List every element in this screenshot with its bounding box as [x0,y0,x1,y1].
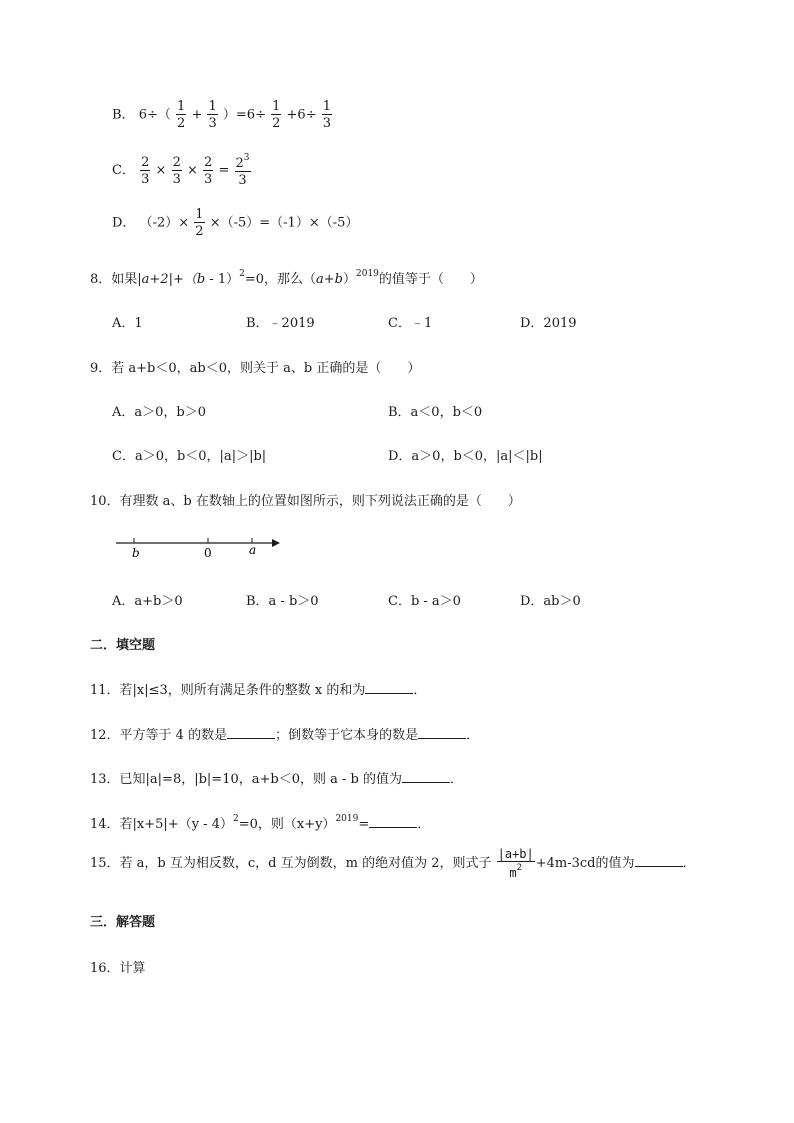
q7-option-b [112,100,333,130]
q8-option-a[interactable]: A．1 [112,316,143,331]
exponent: 2 [239,269,245,279]
answer-blank[interactable] [635,854,683,867]
q8-option-b[interactable]: B．﹣2019 [246,316,315,331]
question-14 [90,813,430,832]
expr-text: +6÷ [286,107,317,123]
fraction: $\frac{2}{3}$ [172,154,181,187]
answer-blank[interactable] [418,726,466,739]
question-text: a+b [316,272,343,287]
fraction: $\frac{2}{3}$ [141,154,150,187]
expression-fraction: $\frac{|a+b|}{m^2}$ [497,847,534,880]
arrow-head-icon [272,539,280,547]
question-text: 13．已知|a|=8，|b|=10，a+b＜0，则 a - b 的值为 [90,772,402,787]
q9-option-d[interactable]: D．a＞0，b＜0，|a|＜|b| [388,449,543,464]
expr-text: ）=6÷ [222,107,266,123]
question-text: 8．如果| [90,272,142,287]
question-13 [90,768,463,787]
answer-blank[interactable] [365,681,413,694]
equals-sign: = [218,163,230,178]
answer-blank[interactable] [369,815,417,828]
question-15 [90,848,696,879]
question-text: 12．平方等于 4 的数是 [90,728,228,743]
fraction: $\frac{1}{2}$ [177,99,186,131]
fraction: $\frac{2^3}{3}$ [235,153,250,188]
period: ． [466,728,480,743]
period: ． [682,856,696,871]
exponent: 2019 [335,814,359,824]
q7-option-d [112,208,358,238]
q9-option-b[interactable]: B．a＜0，b＜0 [388,405,483,420]
question-text: +4m-3cd的值为 [535,856,635,871]
q10-option-b[interactable]: B．a - b＞0 [246,594,319,609]
question-text: b [196,272,206,287]
question-text: =0，则（x+y） [238,817,336,832]
q9-option-a[interactable]: A．a＞0，b＞0 [112,405,207,420]
period: ． [449,772,463,787]
q8-option-d[interactable]: D．2019 [520,316,577,331]
question-text: 14．若|x+5|+（y - 4） [90,817,233,832]
expr-text: 6÷（ [138,107,171,123]
fraction: $\frac{1}{2}$ [272,99,281,131]
fraction: $\frac{1}{3}$ [208,99,217,131]
fraction: $\frac{1}{3}$ [322,99,332,131]
q9-option-c[interactable]: C．a＞0，b＜0，|a|＞|b| [112,449,267,464]
option-label: D． [112,215,136,231]
question-text: ） [342,272,356,287]
question-16: 16．计算 [90,961,146,976]
question-12 [90,724,479,743]
q10-option-d[interactable]: D．ab＞0 [520,594,581,609]
option-label: B． [112,107,135,123]
period: ． [413,683,427,698]
period: ． [417,817,431,832]
exponent: 2 [232,814,239,824]
answer-blank[interactable] [402,770,450,783]
question-text: 11．若|x|≤3，则所有满足条件的整数 x 的和为 [90,683,366,698]
section-heading-solve: 三．解答题 [90,915,156,930]
question-text: =0，那么（ [244,272,317,287]
axis-label-b: b [132,546,140,560]
question-text: 15．若 a，b 互为相反数，c，d 互为倒数，m 的绝对值为 2，则式子 [90,856,492,871]
times-sign: × [186,163,198,178]
q7-option-c [112,154,252,187]
axis-label-zero: 0 [204,546,212,560]
fraction: $\frac{2}{3}$ [204,154,213,187]
question-text: - 1） [205,272,240,287]
q8-option-c[interactable]: C．﹣1 [388,316,433,331]
number-line-figure [112,532,287,562]
expr-text: ×（-5）=（-1）×（-5） [209,215,359,231]
answer-blank[interactable] [227,726,275,739]
plus-sign: + [191,107,203,123]
question-8 [90,268,483,287]
fraction: $\frac{1}{2}$ [195,207,204,239]
question-text: a+2|+（ [141,272,197,287]
q10-option-c[interactable]: C．b - a＞0 [388,594,461,609]
expr-text: （-2）× [139,215,190,231]
question-text: ；倒数等于它本身的数是 [275,728,419,743]
exponent: 2019 [356,269,379,279]
axis-label-a: a [249,543,257,557]
question-11 [90,679,426,698]
option-label: C． [112,163,135,178]
times-sign: × [155,163,167,178]
question-10: 10．有理数 a、b 在数轴上的位置如图所示，则下列说法正确的是（ ） [90,494,521,509]
question-text: 的值等于（ ） [378,272,483,287]
question-9: 9．若 a+b＜0，ab＜0，则关于 a、b 正确的是（ ） [90,361,421,376]
section-heading-fill-in: 二．填空题 [90,638,156,653]
q10-option-a[interactable]: A．a+b＞0 [112,594,183,609]
question-text: = [358,817,370,832]
